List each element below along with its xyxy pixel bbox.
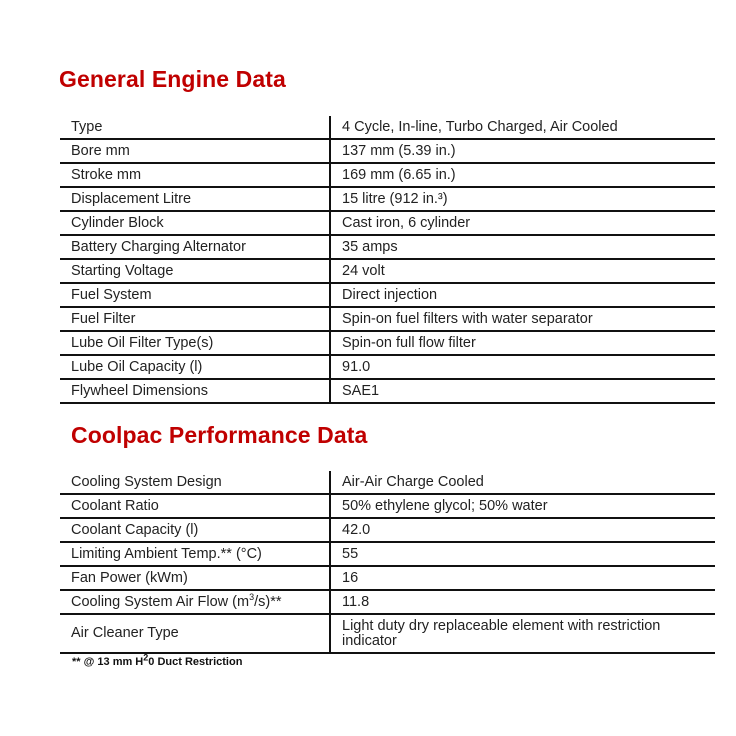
- spec-label: Battery Charging Alternator: [60, 235, 330, 259]
- general-engine-data-heading: General Engine Data: [59, 66, 286, 92]
- spec-label: Air Cleaner Type: [60, 614, 330, 653]
- spec-label: Cooling System Design: [60, 471, 330, 494]
- spec-label: Lube Oil Capacity (l): [60, 355, 330, 379]
- footnote-text: ** @ 13 mm H: [72, 656, 144, 668]
- spec-value: 137 mm (5.39 in.): [330, 139, 715, 163]
- spec-value: Spin-on full flow filter: [330, 331, 715, 355]
- spec-label: Starting Voltage: [60, 259, 330, 283]
- airflow-label-exponent: 3: [249, 591, 255, 602]
- spec-label: Fan Power (kWm): [60, 566, 330, 590]
- spec-row: [60, 471, 715, 494]
- spec-value: 4 Cycle, In-line, Turbo Charged, Air Cooled: [330, 116, 715, 139]
- spec-value: 16: [330, 566, 715, 590]
- footnote-text-end: 0 Duct Restriction: [148, 656, 243, 668]
- spec-value: 35 amps: [330, 235, 715, 259]
- spec-row: [60, 116, 715, 139]
- spec-value: Spin-on fuel filters with water separator: [330, 307, 715, 331]
- general-engine-data-table: [60, 116, 715, 404]
- spec-row: [60, 355, 715, 379]
- spec-row: [60, 614, 715, 653]
- spec-label: Coolant Ratio: [60, 494, 330, 518]
- spec-row: [60, 331, 715, 355]
- spec-label: Type: [60, 116, 330, 139]
- spec-row: [60, 590, 715, 614]
- spec-row: [60, 307, 715, 331]
- airflow-label-text-end: /s)**: [254, 593, 282, 610]
- spec-value: 50% ethylene glycol; 50% water: [330, 494, 715, 518]
- spec-value: 11.8: [330, 590, 715, 614]
- spec-label: Stroke mm: [60, 163, 330, 187]
- spec-value: 15 litre (912 in.³): [330, 187, 715, 211]
- spec-label: Limiting Ambient Temp.** (°C): [60, 542, 330, 566]
- spec-label: [60, 590, 330, 614]
- spec-value: 55: [330, 542, 715, 566]
- coolpac-performance-data-table: [60, 471, 715, 654]
- spec-value: Light duty dry replaceable element with restriction indicator: [330, 614, 715, 653]
- spec-value: SAE1: [330, 379, 715, 403]
- spec-value: 42.0: [330, 518, 715, 542]
- spec-row: [60, 163, 715, 187]
- spec-row: [60, 187, 715, 211]
- spec-row: [60, 379, 715, 403]
- spec-row: [60, 494, 715, 518]
- spec-label: Bore mm: [60, 139, 330, 163]
- airflow-label-text: Cooling System Air Flow (m: [71, 593, 250, 610]
- spec-value: 169 mm (6.65 in.): [330, 163, 715, 187]
- spec-label: Fuel System: [60, 283, 330, 307]
- spec-value: Cast iron, 6 cylinder: [330, 211, 715, 235]
- spec-label: Displacement Litre: [60, 187, 330, 211]
- spec-row: [60, 542, 715, 566]
- spec-value: Air-Air Charge Cooled: [330, 471, 715, 494]
- spec-label: Flywheel Dimensions: [60, 379, 330, 403]
- spec-row: [60, 211, 715, 235]
- spec-label: Fuel Filter: [60, 307, 330, 331]
- spec-value: 91.0: [330, 355, 715, 379]
- spec-row: [60, 566, 715, 590]
- spec-label: Coolant Capacity (l): [60, 518, 330, 542]
- spec-row: [60, 259, 715, 283]
- spec-label: Cylinder Block: [60, 211, 330, 235]
- spec-row: [60, 139, 715, 163]
- spec-row: [60, 518, 715, 542]
- spec-value: 24 volt: [330, 259, 715, 283]
- coolpac-performance-data-heading: Coolpac Performance Data: [71, 422, 368, 448]
- duct-restriction-footnote: [72, 652, 243, 668]
- footnote-subscript: 2: [143, 652, 149, 663]
- spec-row: [60, 283, 715, 307]
- spec-row: [60, 235, 715, 259]
- spec-label: Lube Oil Filter Type(s): [60, 331, 330, 355]
- spec-value: Direct injection: [330, 283, 715, 307]
